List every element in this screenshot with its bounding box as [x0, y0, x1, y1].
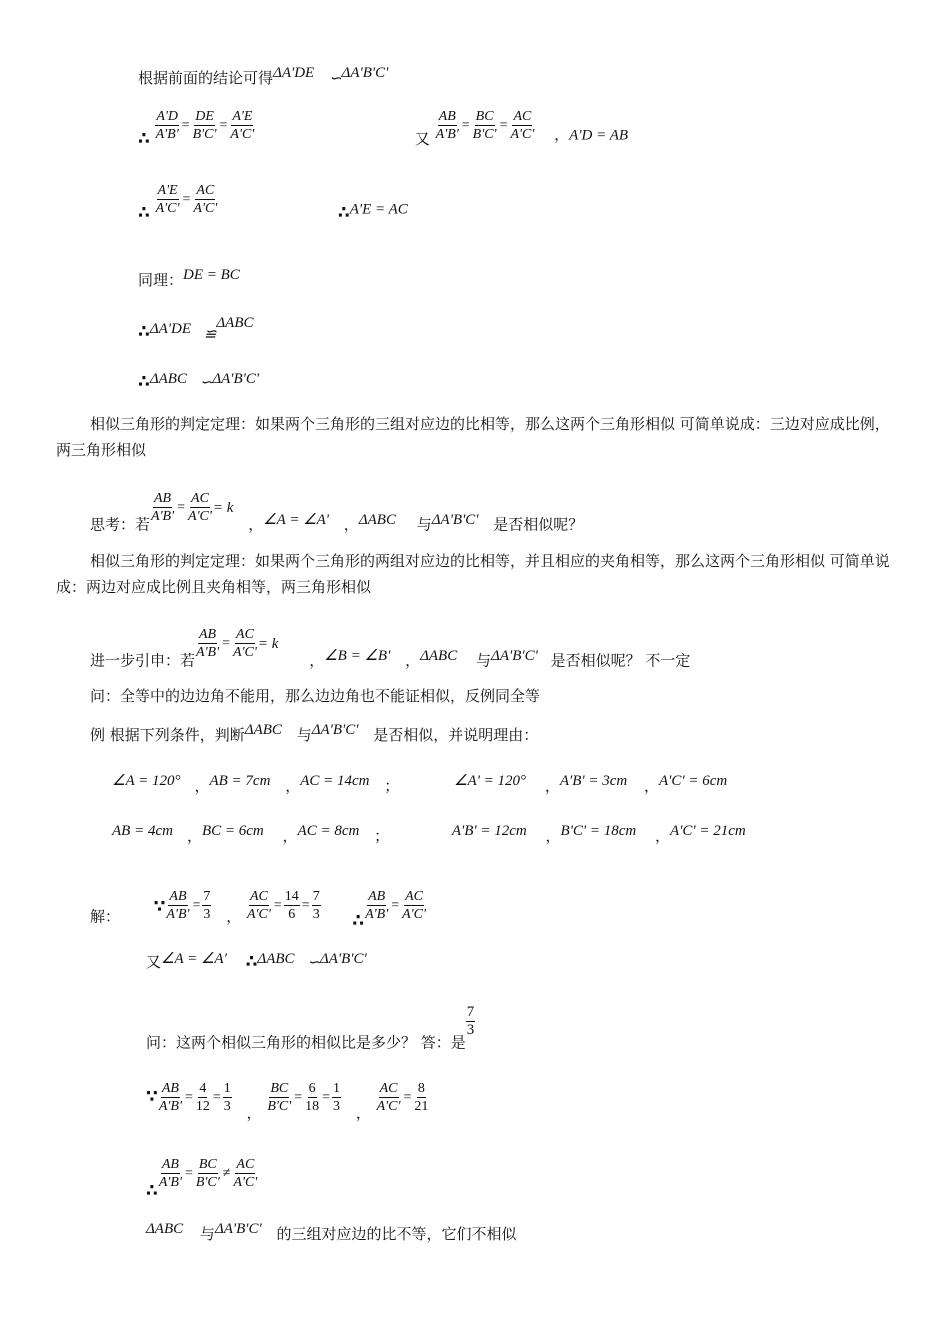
text: 根据前面的结论可得: [138, 69, 274, 87]
fraction: $\frac{4}{12}$: [195, 1081, 210, 1114]
proof-line-6: [138, 368, 260, 392]
math-triangle: ΔABC: [420, 647, 458, 664]
fraction: $\frac{AC}{A'C'}$: [510, 109, 535, 142]
math-triangle: ΔA'B'C': [319, 951, 367, 967]
math-angle: ∠A = ∠A': [263, 511, 330, 528]
therefore-symbol: ∴: [337, 202, 350, 223]
fraction: $\frac{AB}{A'B'}$: [166, 889, 190, 922]
proof-line-5: [138, 315, 254, 343]
fraction: $\frac{DE}{B'C'}$: [192, 109, 217, 142]
therefore-symbol: ∴: [138, 372, 150, 392]
fraction: $\frac{AC}{A'C'}$: [233, 627, 257, 660]
therefore-symbol: ∴: [138, 202, 150, 223]
similar-symbol: ∽: [199, 375, 213, 391]
proof-line-4: [138, 267, 240, 291]
fraction: $\frac{AB}{A'B'}$: [158, 1157, 182, 1190]
text: 同理：: [138, 271, 184, 289]
fraction: $\frac{8}{21}$: [414, 1081, 429, 1114]
theorem-paragraph-1: 相似三角形的判定定理：如果两个三角形的三组对应边的比相等，那么这两个三角形相似 可简单说成：三边对应成比例，两三角形相似: [56, 415, 890, 459]
math-triangle: ΔA'DE: [149, 321, 192, 337]
text: 又: [414, 129, 430, 148]
fraction: $\frac{BC}{B'C'}$: [267, 1081, 292, 1114]
fraction: $\frac{1}{3}$: [333, 1081, 341, 1114]
math-triangle: ΔA'DE: [273, 65, 315, 81]
fraction: $\frac{AC}{A'C'}$: [247, 889, 271, 922]
text: 思考：若: [90, 515, 151, 534]
fraction: $\frac{7}{3}$: [466, 1004, 475, 1038]
math-equation: A'E = AC: [349, 201, 408, 218]
fraction: $\frac{AC}{A'C'}$: [233, 1157, 258, 1190]
math-triangle: ΔABC: [257, 951, 295, 967]
math-triangle: ΔABC: [149, 371, 187, 387]
fraction: $\frac{A'E}{A'C'}$: [230, 109, 255, 142]
similar-symbol: ∽: [328, 71, 342, 87]
therefore-symbol: ∴: [352, 910, 365, 931]
fraction: $\frac{AC}{A'C'}$: [193, 183, 218, 216]
fraction: $\frac{14}{6}$: [284, 889, 299, 922]
fraction: $\frac{AB}{A'B'}$: [158, 1081, 182, 1114]
proof-line-3: ∴ $\frac{A'E}{A'C'}$ = $\frac{AC}{A'C'}$ ∴A'E = AC: [138, 183, 408, 223]
math-triangle: ΔABC: [358, 511, 396, 528]
fraction: $\frac{7}{3}$: [312, 889, 320, 922]
fraction: $\frac{AB}{A'B'}$: [365, 889, 389, 922]
fraction: $\frac{AB}{A'B'}$: [435, 109, 459, 142]
condition-line-1: ∠A = 120° ，AB = 7cm ，AC = 14cm ； ∠A' = 120° ，A'B' = 3cm ，A'C' = 6cm: [112, 773, 728, 795]
math-triangle: ΔABC: [244, 722, 282, 738]
fraction: $\frac{AC}{A'C'}$: [188, 491, 212, 524]
fraction: $\frac{1}{3}$: [223, 1081, 231, 1114]
math-triangle: ΔA'B'C': [341, 65, 389, 81]
math-triangle: ΔABC: [146, 1221, 184, 1237]
fraction: $\frac{AC}{A'C'}$: [376, 1081, 401, 1114]
math-angle: ∠A = ∠A': [161, 951, 227, 967]
solution-line-3: ∵ $\frac{AB}{A'B'}$ = $\frac{4}{12}$ = $\frac{1}{3}$ ， $\frac{BC}{B'C'}$ = $\frac{6}{18}$ = $\frac{1}{3}$ ， $\frac{AC}{A'C'}$ = $\frac{8}{21}$: [146, 1081, 429, 1122]
fraction: $\frac{A'D}{A'B'}$: [155, 109, 179, 142]
therefore-symbol: ∴: [138, 322, 150, 342]
condition-line-2: AB = 4cm ，BC = 6cm ，AC = 8cm ； A'B' = 12cm ，B'C' = 18cm ，A'C' = 21cm: [112, 823, 746, 845]
text: 进一步引申：若: [90, 651, 196, 670]
extension-line: 进一步引申：若 $\frac{AB}{A'B'}$ = $\frac{AC}{A'C'}$ = k ，∠B = ∠B' ，ΔABC 与ΔA'B'C' 是否相似呢？ 不一定: [90, 627, 691, 670]
math-angle: ∠B = ∠B': [324, 647, 391, 664]
question-line-2: 问：这两个相似三角形的相似比是多少？ 答：是 $\frac{7}{3}$: [146, 1004, 475, 1052]
therefore-symbol: ∴: [146, 1180, 158, 1201]
think-line: 思考：若 $\frac{AB}{A'B'}$ = $\frac{AC}{A'C'}$ = k ，∠A = ∠A' ，ΔABC 与ΔA'B'C' 是否相似呢？: [90, 491, 584, 534]
math-equation: DE = BC: [183, 267, 240, 283]
fraction: $\frac{A'E}{A'C'}$: [155, 183, 180, 216]
example-line: 例 根据下列条件，判断ΔABC 与ΔA'B'C' 是否相似，并说明理由：: [90, 722, 539, 744]
fraction: $\frac{AC}{A'C'}$: [402, 889, 426, 922]
math-triangle: ΔABC: [216, 315, 254, 331]
question-line-1: 问：全等中的边边角不能用，那么边边角也不能证相似，反例同全等: [90, 687, 541, 705]
fraction: $\frac{BC}{B'C'}$: [195, 1157, 220, 1190]
fraction: $\frac{6}{18}$: [305, 1081, 320, 1114]
therefore-symbol: ∴: [138, 128, 150, 149]
solution-line-1: 解： ∵ $\frac{AB}{A'B'}$ = $\frac{7}{3}$ ， $\frac{AC}{A'C'}$ = $\frac{14}{6}$ = $\frac{7}{3}$ ∴ $\frac{AB}{A'B'}$ = $\frac{AC}{A'C'}$: [90, 889, 426, 931]
fraction: $\frac{BC}{B'C'}$: [472, 109, 497, 142]
theorem-paragraph-2: 相似三角形的判定定理：如果两个三角形的两组对应边的比相等，并且相应的夹角相等，那么这两个三角形相似 可简单说成：两边对应成比例且夹角相等，两三角形相似: [56, 552, 890, 596]
proof-line-2: ∴ $\frac{A'D}{A'B'}$ = $\frac{DE}{B'C'}$ = $\frac{A'E}{A'C'}$ 又 $\frac{AB}{A'B'}$ = $\frac{BC}{B'C'}$ = $\frac{AC}{A'C'}$ ，A'D = AB: [138, 109, 629, 149]
solution-line-4: ∴ $\frac{AB}{A'B'}$ = $\frac{BC}{B'C'}$ ≠ $\frac{AC}{A'C'}$: [146, 1157, 258, 1201]
math-triangle: ΔA'B'C': [212, 371, 260, 387]
math-equation: A'D = AB: [569, 127, 629, 144]
solution-line-2: 又∠A = ∠A' ∴ΔABC ∽ΔA'B'C': [146, 951, 367, 972]
fraction: $\frac{7}{3}$: [203, 889, 211, 922]
math-triangle: ΔA'B'C': [214, 1221, 262, 1237]
because-symbol: ∵: [153, 896, 166, 917]
not-equal-symbol: ≠: [222, 1165, 231, 1181]
solution-line-5: ΔABC 与ΔA'B'C' 的三组对应边的比不等，它们不相似: [146, 1221, 517, 1243]
math-triangle: ΔA'B'C': [491, 647, 538, 664]
math-triangle: ΔA'B'C': [431, 511, 479, 528]
fraction: $\frac{AB}{A'B'}$: [196, 627, 220, 660]
math-triangle: ΔA'B'C': [311, 722, 359, 738]
fraction: $\frac{AB}{A'B'}$: [151, 491, 175, 524]
congruent-symbol: ≌: [203, 327, 217, 343]
therefore-symbol: ∴: [245, 952, 258, 972]
because-symbol: ∵: [146, 1086, 158, 1107]
proof-line-1: [138, 65, 389, 89]
